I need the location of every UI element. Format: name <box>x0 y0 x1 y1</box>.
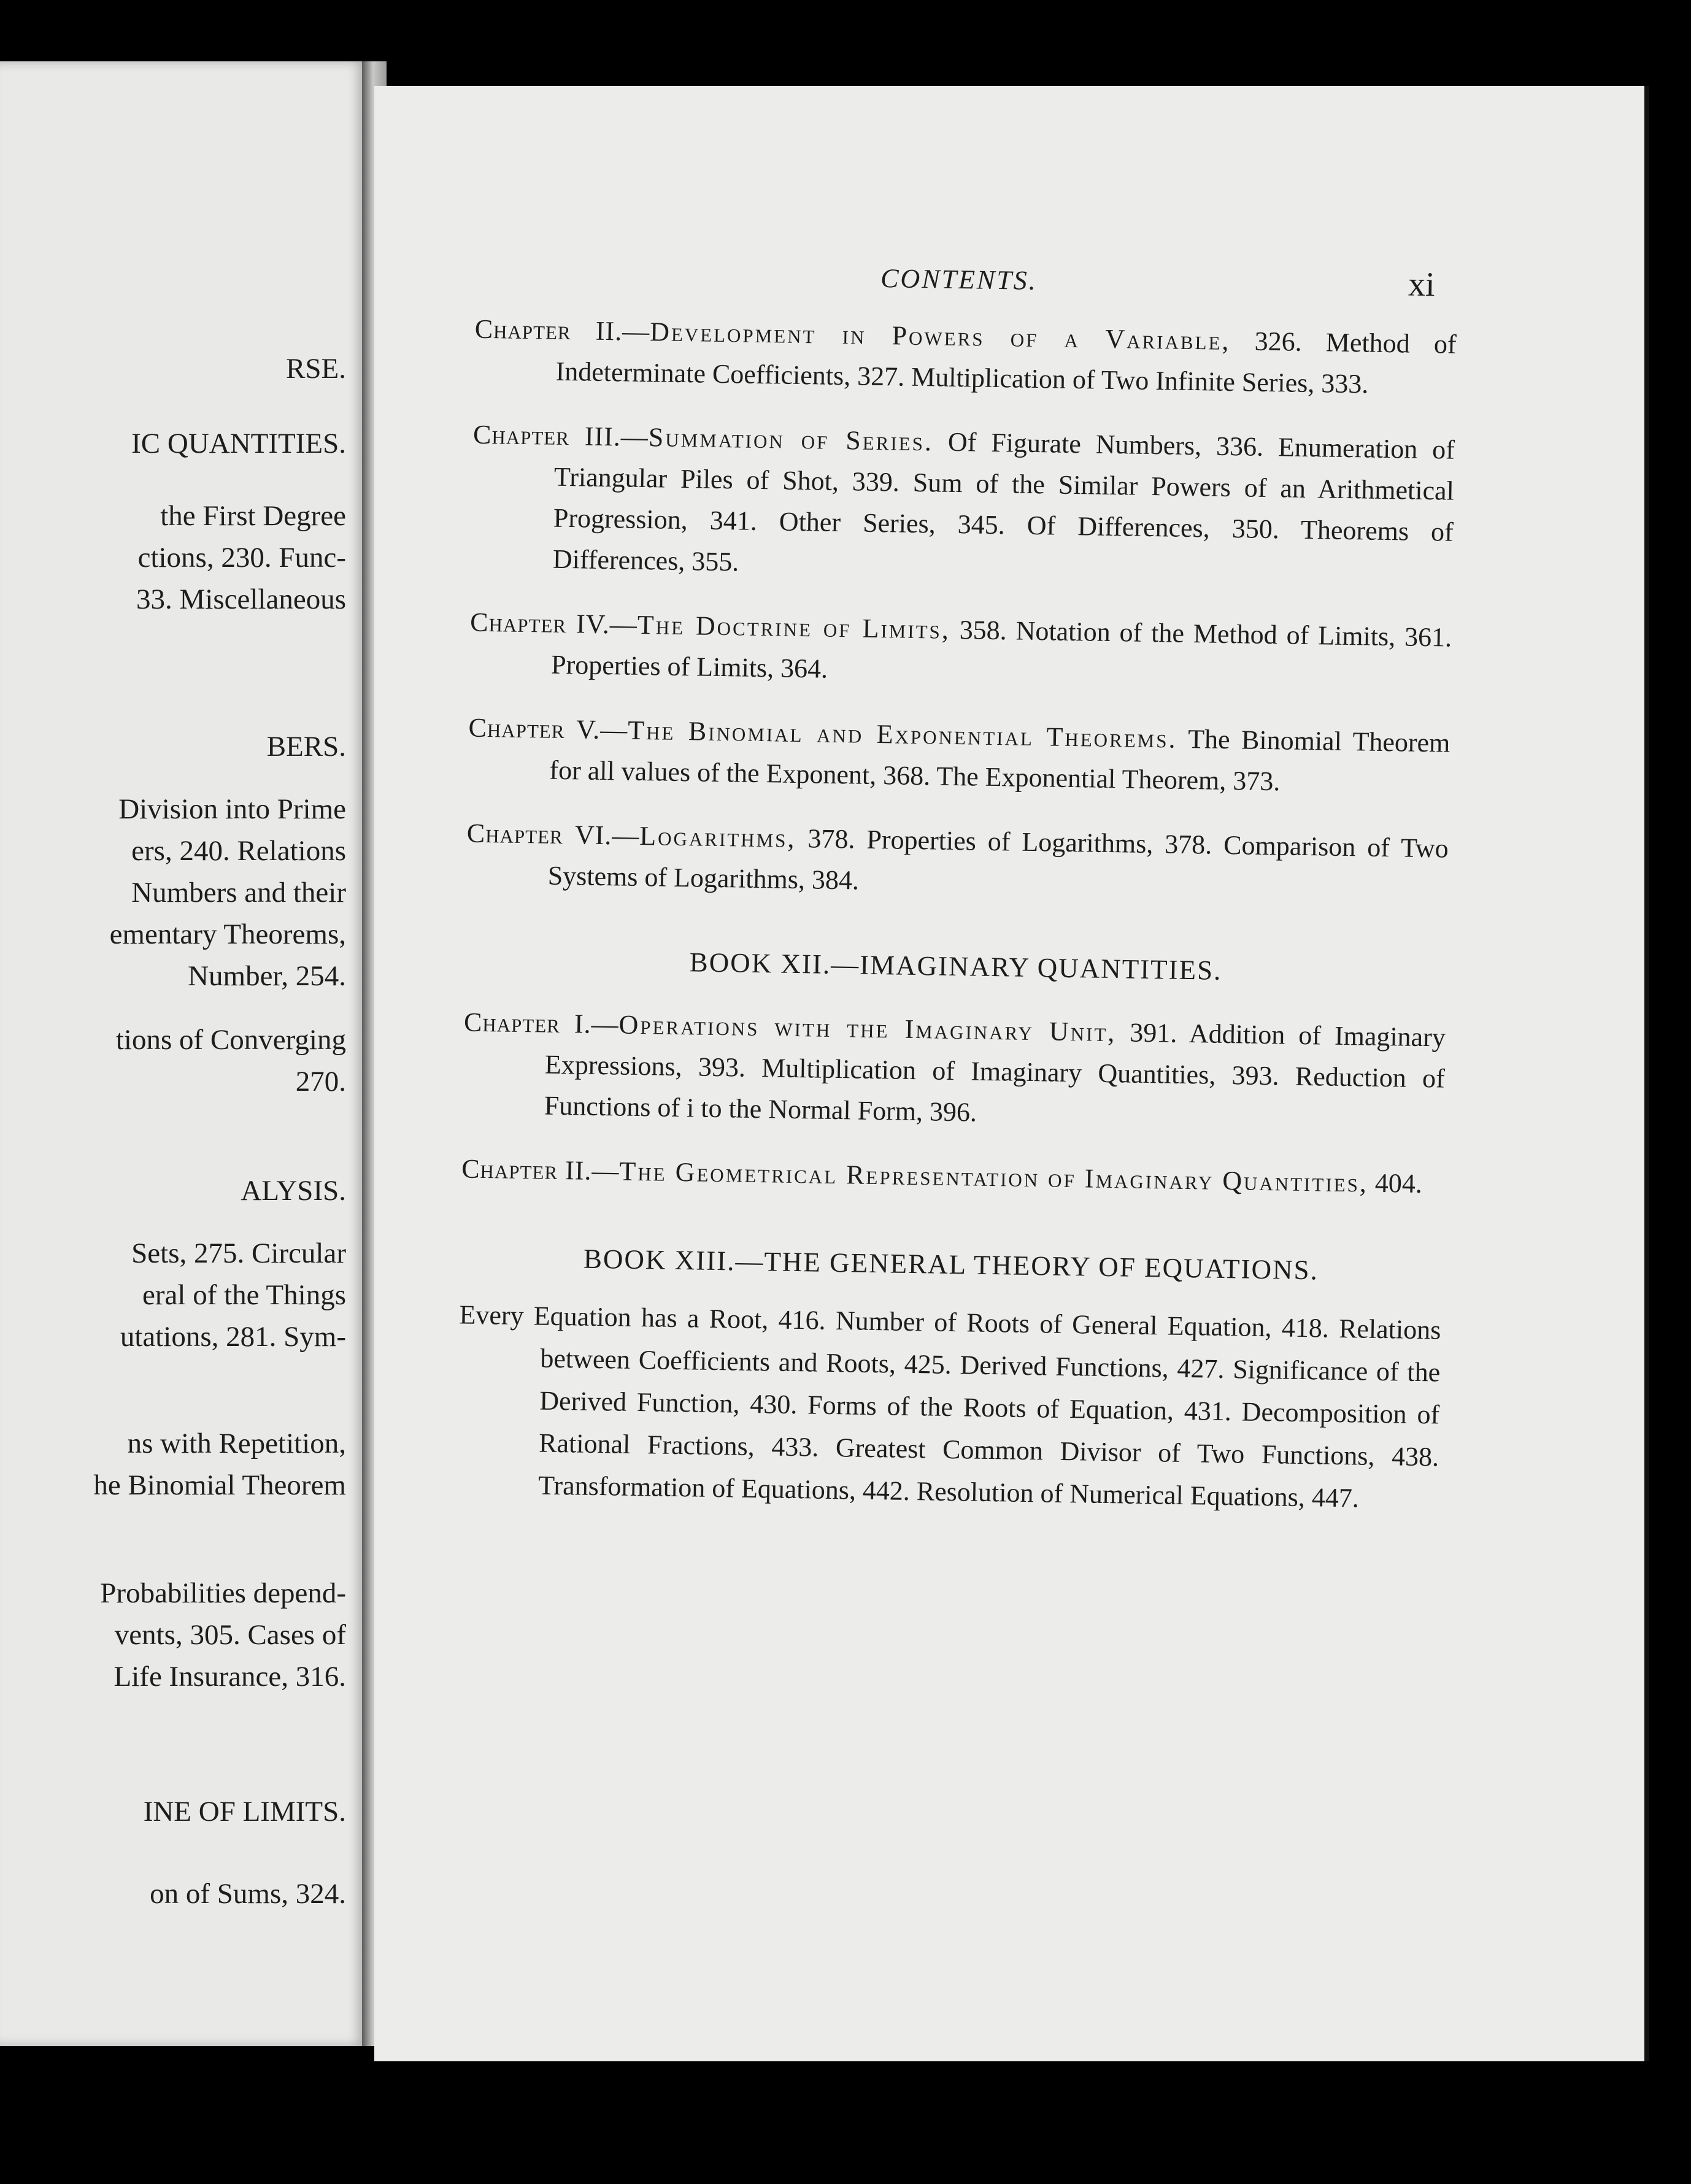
left-line: ALYSIS. <box>241 1175 346 1207</box>
right-page-body <box>374 86 1644 2061</box>
book-heading: BOOK XII.—IMAGINARY QUANTITIES. <box>689 947 1222 986</box>
left-line: tions of Converging <box>115 1024 346 1056</box>
left-line: on of Sums, 324. <box>150 1878 346 1910</box>
left-line: Division into Prime <box>118 793 346 825</box>
chapter-sections: 378. Properties of Logarithms, 378. Comparison of Two Systems of Logarithms, 384. <box>547 823 1449 896</box>
chapter-sections: 358. Notation of the Method of Limits, 361. Properties of Limits, 364. <box>550 614 1452 684</box>
left-line: 270. <box>295 1066 346 1098</box>
left-line: Life Insurance, 316. <box>114 1661 346 1693</box>
page-number: xi <box>1408 265 1436 304</box>
toc-entry <box>466 813 1449 910</box>
page-header <box>374 248 1642 318</box>
chapter-label: Chapter II.— <box>461 1153 620 1186</box>
chapter-title: The Geometrical Representation of Imaginary Quantities, <box>619 1156 1369 1198</box>
chapter-title: Operations with the Imaginary Unit, <box>618 1009 1117 1048</box>
chapter-label: Chapter III.— <box>472 419 649 453</box>
chapter-label: Chapter IV.— <box>469 607 638 640</box>
left-line: Probabilities depend- <box>100 1577 346 1609</box>
toc-entry <box>468 707 1450 805</box>
chapter-sections: The Binomial Theorem for all values of the Exponent, 368. The Exponential Theorem, 373. <box>549 723 1450 797</box>
left-line: utations, 281. Sym- <box>120 1321 346 1353</box>
left-line: BERS. <box>266 731 346 763</box>
chapter-label: Chapter V.— <box>468 712 628 745</box>
chapter-label: Chapter VI.— <box>466 818 640 851</box>
left-line: INE OF LIMITS. <box>143 1796 346 1828</box>
left-line: ementary Theorems, <box>109 918 346 950</box>
toc-entry <box>469 602 1452 699</box>
chapter-sections: 326. Method of Indeterminate Coefficients, 327. Multiplication of Two Infinite Series, 333. <box>555 325 1457 399</box>
chapter-title: The Binomial and Exponential Theorems. <box>627 715 1177 754</box>
left-line: ctions, 230. Func- <box>137 542 346 574</box>
left-line: ers, 240. Relations <box>131 835 346 867</box>
toc-entry <box>474 309 1457 406</box>
left-line: vents, 305. Cases of <box>114 1619 346 1651</box>
right-page <box>374 86 1644 2061</box>
left-line: 33. Miscellaneous <box>136 583 346 615</box>
left-line: IC QUANTITIES. <box>131 428 346 459</box>
left-line: Numbers and their <box>131 877 346 909</box>
left-line: he Binomial Theorem <box>93 1469 346 1501</box>
left-page <box>0 61 367 2046</box>
book-heading: BOOK XIII.—THE GENERAL THEORY OF EQUATIONS. <box>583 1243 1319 1286</box>
chapter-label: Chapter I.— <box>463 1007 619 1040</box>
book-summary: Every Equation has a Root, 416. Number of Roots of General Equation, 418. Relations between Coefficients and Roots, 425. Derived Functions, 427. Significance of the Derived Function, 430. Forms of the Roots of Equation, 431. Decomposition of Rational Fractions, 433. Greatest Common Divisor of Two Functions, 438. Transformation of Equations, 442. Resolution of Numerical Equations, 447. <box>459 1299 1441 1513</box>
left-line: Sets, 275. Circular <box>131 1237 346 1269</box>
chapter-title: Logarithms, <box>639 820 796 853</box>
running-head: CONTENTS. <box>880 263 1038 296</box>
chapter-label: Chapter II.— <box>474 313 650 347</box>
chapter-sections: 391. Addition of Imaginary Expressions, 393. Multiplication of Imaginary Quantities, 393. Reduction of Functions of i to the Normal Form, 396. <box>544 1017 1446 1128</box>
toc-entry <box>471 414 1455 594</box>
toc-entry <box>461 1148 1444 1204</box>
chapter-title: Summation of Series. <box>648 422 934 457</box>
left-line: Number, 254. <box>188 960 346 992</box>
chapter-sections: Of Figurate Numbers, 336. Enumeration of Triangular Piles of Shot, 339. Sum of the Similar Powers of an Arithmetical Progression, 341. Other Series, 345. Of Differences, 350. Theorems of Differences, 355. <box>552 426 1455 577</box>
left-line: the First Degree <box>160 500 346 532</box>
chapter-title: Development in Powers of a Variable, <box>649 317 1231 356</box>
left-line: ns with Repetition, <box>127 1428 346 1459</box>
toc-entry <box>462 1001 1446 1140</box>
left-line: eral of the Things <box>142 1279 346 1311</box>
left-line: RSE. <box>286 353 346 385</box>
chapter-sections: 404. <box>1368 1167 1423 1199</box>
chapter-title: The Doctrine of Limits, <box>637 609 951 645</box>
contents-body <box>456 309 1457 1521</box>
